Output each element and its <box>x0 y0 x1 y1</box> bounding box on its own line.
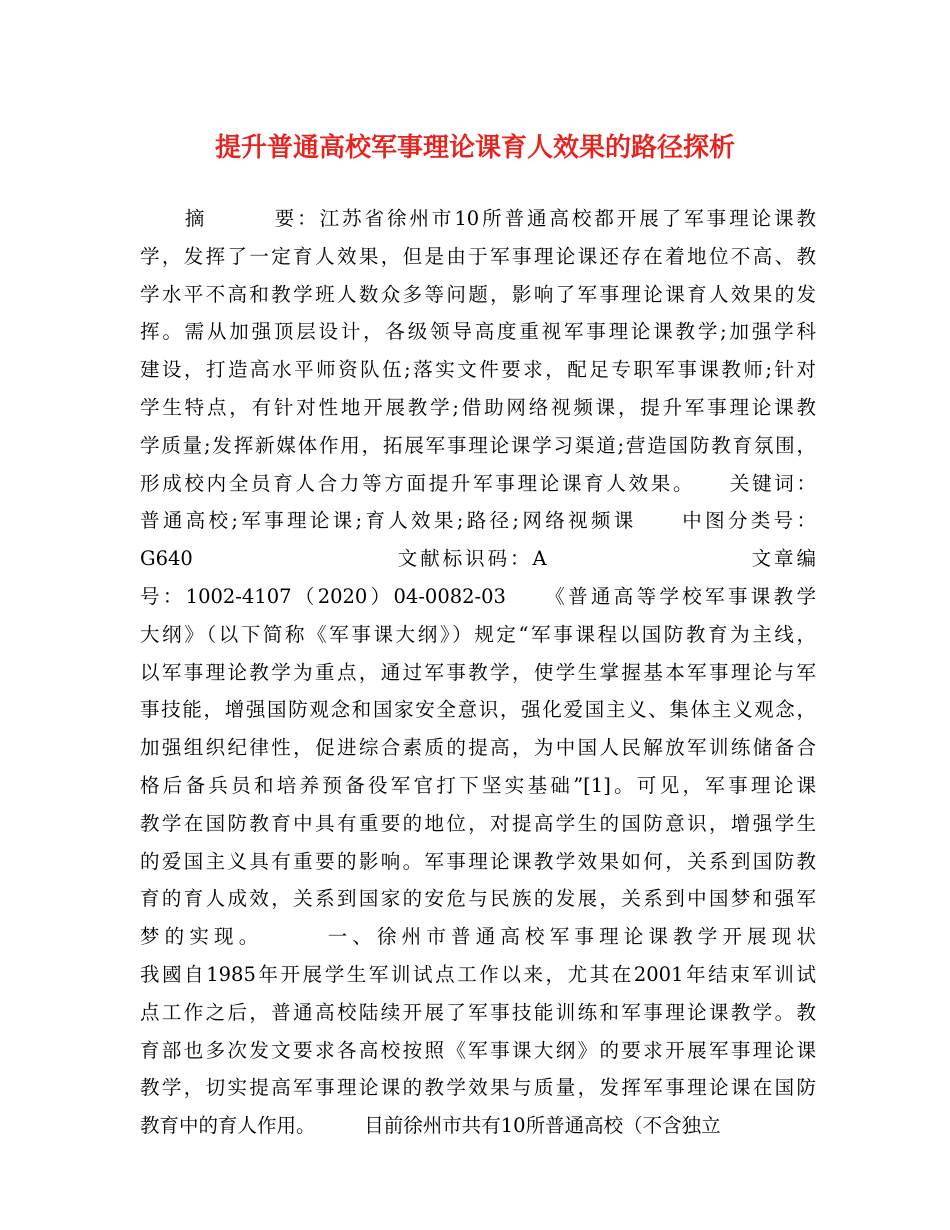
body-line: 我國自1985年开展学生军训试点工作以来，尤其在2001年结束军训试 <box>140 962 816 986</box>
body-line: 摘 要：江苏省徐州市10所普通高校都开展了军事理论课教 <box>140 207 816 230</box>
body-line: 教学在国防教育中具有重要的地位，对提高学生的国防意识，增强学生 <box>140 811 816 835</box>
body-line: 挥。需从加强顶层设计，各级领导高度重视军事理论课教学;加强学科 <box>140 320 816 344</box>
body-line: 格后备兵员和培养预备役军官打下坚实基础”[1]。可见，军事理论课 <box>140 773 816 797</box>
body-line: 普通高校;军事理论课;育人效果;路径;网络视频课 中图分类号： <box>140 509 816 533</box>
body-line: 学生特点，有针对性地开展教学;借助网络视频课，提升军事理论课教 <box>140 395 816 419</box>
body-line: 点工作之后，普通高校陆续开展了军事技能训练和军事理论课教学。教 <box>140 1000 816 1024</box>
body-line: 加强组织纪律性，促进综合素质的提高，为中国人民解放军训练储备合 <box>140 736 816 760</box>
document-title: 提升普通高校军事理论课育人效果的路径探析 <box>214 133 735 163</box>
body-line: 学质量;发挥新媒体作用，拓展军事理论课学习渠道;营造国防教育氛围， <box>140 433 816 457</box>
body-line: 大纲》（以下简称《军事课大纲》）规定“军事课程以国防教育为主线， <box>140 622 816 646</box>
body-line: 学，发挥了一定育人效果，但是由于军事理论课还存在着地位不高、教 <box>140 244 816 268</box>
body-line: G640 文献标识码：A 文章编 <box>140 547 816 571</box>
body-line: 学水平不高和教学班人数众多等问题，影响了军事理论课育人效果的发 <box>140 282 816 306</box>
body-line: 号：1002-4107（2020）04-0082-03 《普通高等学校军事课教学 <box>140 584 816 608</box>
body-line: 事技能，增强国防观念和国家安全意识，强化爱国主义、集体主义观念， <box>140 698 816 722</box>
body-line: 梦的实现。 一、徐州市普通高校军事理论课教学开展现状 <box>140 925 816 949</box>
body-line: 的爱国主义具有重要的影响。军事理论课教学效果如何，关系到国防教 <box>140 849 816 873</box>
body-line: 教育中的育人作用。 目前徐州市共有10所普通高校（不含独立 <box>140 1114 721 1138</box>
body-line: 形成校内全员育人合力等方面提升军事理论课育人效果。 关键词： <box>140 471 816 495</box>
body-line: 育的育人成效，关系到国家的安危与民族的发展，关系到中国梦和强军 <box>140 887 816 911</box>
body-line: 建设，打造高水平师资队伍;落实文件要求，配足专职军事课教师;针对 <box>140 358 816 382</box>
body-line: 教学，切实提高军事理论课的教学效果与质量，发挥军事理论课在国防 <box>140 1076 816 1100</box>
document-body <box>140 200 816 1145</box>
body-line: 育部也多次发文要求各高校按照《军事课大纲》的要求开展军事理论课 <box>140 1038 816 1062</box>
body-line: 以军事理论教学为重点，通过军事教学，使学生掌握基本军事理论与军 <box>140 660 816 684</box>
